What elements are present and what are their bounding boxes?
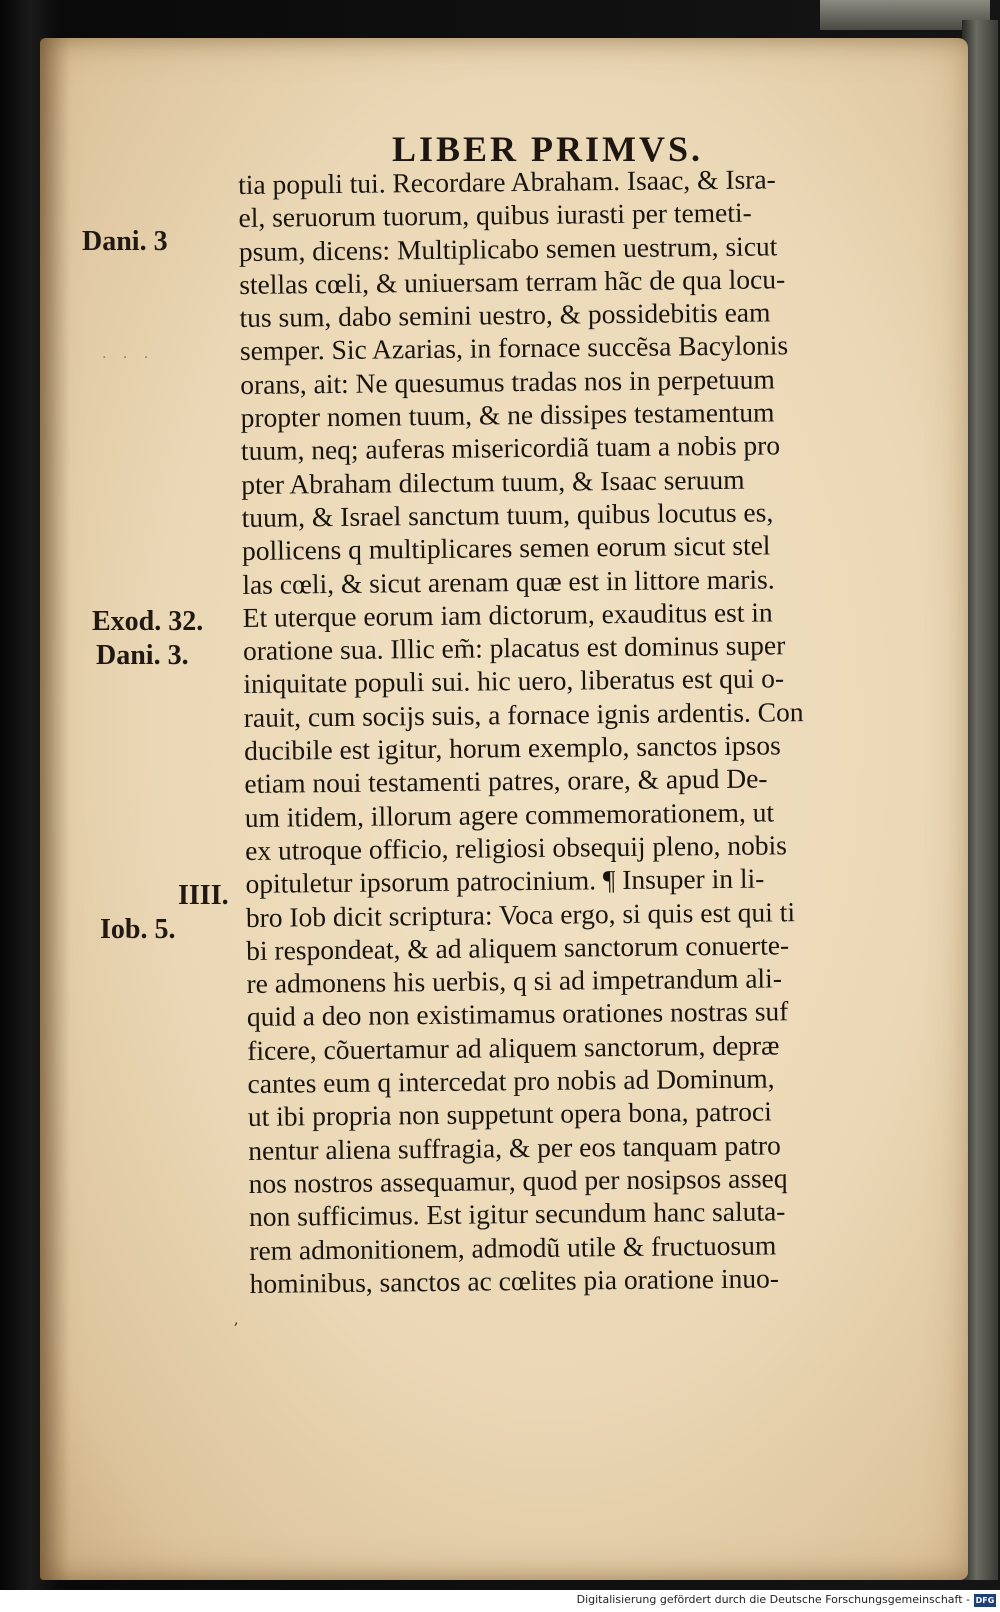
text-line: propter nomen tuum, & ne dissipes testamentum [240, 396, 775, 434]
text-line: pter Abraham dilectum tuum, & Isaac seruum [241, 463, 745, 500]
text-line: um itidem, illorum agere commemorationem, ut [244, 796, 775, 833]
text-line: oratione sua. Illic em̃: placatus est dominus super [242, 629, 786, 667]
text-line: non sufficimus. Est igitur secundum hanc saluta- [248, 1195, 786, 1233]
text-line: tia populi tui. Recordare Abraham. Isaac, & Isra- [238, 163, 776, 200]
dfg-logo-icon: DFG [975, 1596, 995, 1605]
text-line: tuum, & Israel sanctum tuum, quibus locutus es, [241, 496, 774, 533]
text-line: ducibile est igitur, horum exemplo, sanctos ipsos [243, 729, 781, 767]
text-line: rem admonitionem, admodũ utile & fructuosum [249, 1228, 777, 1266]
text-line: iniquitate populi sui. hic uero, liberatus est qui o- [243, 662, 785, 700]
margin-note-exod: Exod. 32. [92, 606, 204, 637]
text-line: nos nostros assequamur, quod per nosipsos asseq [248, 1162, 788, 1199]
text-line: rauit, cum socijs suis, a fornace ignis ardentis. Con [243, 695, 804, 733]
margin-note-iob: Iob. 5. [100, 914, 176, 945]
main-text-block [238, 161, 930, 1300]
text-line: psum, dicens: Multiplicabo semen uestrum, sicut [238, 229, 778, 267]
text-line: tus sum, dabo semini uestro, & possidebitis eam [239, 296, 771, 334]
footer-credit: Digitalisierung gefördert durch die Deutsche Forschungsgemeinschaft - [576, 1593, 970, 1606]
text-line: las cœli, & sicut arenam quæ est in littore maris. [242, 562, 775, 600]
text-line: tuum, neq; auferas misericordiã tuam a nobis pro [240, 429, 781, 467]
text-line: stellas cœli, & uniuersam terram hãc de qua locu- [239, 263, 786, 300]
text-line: cantes eum q intercedat pro nobis ad Dominum, [247, 1062, 775, 1099]
running-head: LIBER PRIMVS. [392, 129, 704, 169]
faint-margin-mark: · · · [102, 350, 155, 366]
margin-note-numeral: IIII. [178, 880, 229, 911]
text-line: hominibus, sanctos ac cœlites pia oratione inuo- [249, 1262, 780, 1299]
text-line: bi respondeat, & ad aliquem sanctorum conuerte- [246, 929, 790, 966]
text-line: nentur aliena suffragia, & per eos tanquam patro [248, 1128, 781, 1166]
digitization-footer [0, 1590, 1000, 1612]
text-line: quid a deo non existimamus orationes nostras suf [246, 995, 789, 1033]
text-line: ex utroque officio, religiosi obsequij pleno, nobis [244, 829, 788, 866]
text-line: bro Iob dicit scriptura: Voca ergo, si quis est qui ti [245, 895, 796, 933]
text-line: re admonens his uerbis, q si ad impetrandum ali- [246, 962, 783, 1000]
text-line: ut ibi propria non suppetunt opera bona, patroci [247, 1095, 772, 1133]
text-line: pollicens q multiplicares semen eorum sicut stel [241, 529, 771, 567]
text-line: etiam noui testamenti patres, orare, & apud De- [244, 762, 768, 800]
text-line: ficere, cõuertamur ad aliquem sanctorum, depræ [247, 1029, 780, 1066]
text-line: Et uterque eorum iam dictorum, exauditus est in [242, 596, 773, 633]
margin-note-dani-second: Dani. 3. [96, 640, 189, 671]
ink-speck: , [234, 1312, 239, 1328]
text-line: opituletur ipsorum patrocinium. ¶ Insuper in li- [245, 862, 765, 900]
margin-note-dani: Dani. 3 [82, 226, 168, 257]
text-line: orans, ait: Ne quesumus tradas nos in perpetuum [240, 363, 776, 400]
text-line: semper. Sic Azarias, in fornace succẽsa Bacylonis [239, 329, 789, 367]
text-line: el, seruorum tuorum, quibus iurasti per temeti- [238, 196, 752, 234]
